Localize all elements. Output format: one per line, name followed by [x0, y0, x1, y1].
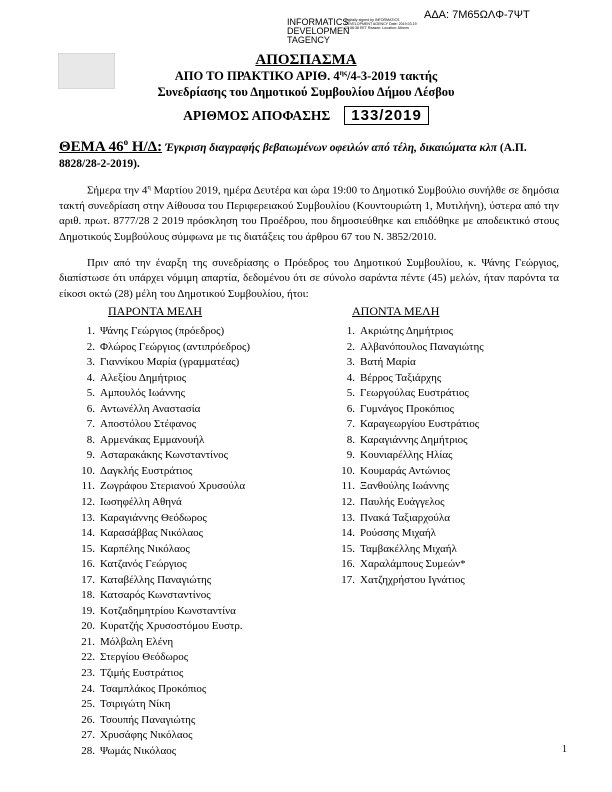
list-number: 8. — [346, 433, 355, 446]
list-number: 6. — [346, 402, 355, 415]
member-name: Ψωμάς Νικόλαος — [100, 744, 177, 757]
session-paragraph: Σήμερα την $4^\eta$ Μαρτίου 2019, ημέρα Δευτέρα και ώρα 19:00 το Δημοτικό Συμβούλιο συνήλθε σε δημόσια τακτή συνεδρίαση στην Αίθουσα του Περιφερειακού Συμβουλίου (Κουντουριώτη 1, Μυτιλήνη), ύστερα από την αριθ. πρωτ. 8777/28 2 2019 πρόσκληση του Προέδρου, που δημοσιεύθηκε και επιδόθηκε με αποδεικτικό στους Δημοτικούς Συμβούλους σύμφωνα με τις διατάξεις του άρθρου 67 του Ν. 3852/2010. — [59, 184, 559, 243]
list-number: 2. — [86, 340, 95, 353]
present-members-heading: ΠΑΡΟΝΤΑ ΜΕΛΗ — [108, 304, 203, 318]
absent-members-list — [337, 324, 484, 588]
list-number: 27. — [81, 729, 95, 742]
list-number: 28. — [81, 744, 95, 757]
present-member-item — [77, 371, 250, 387]
list-number: 26. — [81, 713, 95, 726]
list-number: 3. — [86, 356, 95, 369]
list-number: 13. — [81, 511, 95, 524]
list-number: 7. — [346, 418, 355, 431]
present-member-item — [77, 728, 250, 744]
absent-member-item — [337, 417, 484, 433]
list-number: 19. — [81, 604, 95, 617]
member-name: Καραγιάννης Θεόδωρος — [100, 511, 207, 524]
subject-description: Έγκριση διαγραφής βεβαιωμένων οφειλών από τέλη, δικαιώματα κλπ — [164, 142, 497, 154]
member-name: Βατή Μαρία — [360, 356, 416, 369]
member-name: Αμπουλός Ιωάννης — [100, 387, 186, 400]
page-number: 1 — [562, 744, 567, 755]
member-name: Κατζανός Γεώργιος — [100, 558, 187, 571]
member-name: Αρμενάκας Εμμανουήλ — [100, 433, 205, 446]
present-members-list — [77, 324, 250, 759]
member-name: Τσουπής Παναγιώτης — [100, 713, 196, 726]
present-member-item — [77, 448, 250, 464]
absent-member-item — [337, 573, 484, 589]
list-number: 5. — [346, 387, 355, 400]
member-name: Ρούσσης Μιχαήλ — [360, 527, 437, 540]
present-member-item — [77, 744, 250, 760]
quorum-paragraph: Πριν από την έναρξη της συνεδρίασης ο Πρόεδρος του Δημοτικού Συμβουλίου, κ. Ψάνης Γεώργιος, διαπίστωσε ότι υπάρχει νόμιμη απαρτία, δεδομένου ότι σε σύνολο σαράντα πέντε (45) μελών, ήταν παρόντα τα είκοσι οκτώ (28) μέλη του Δημοτικού Συμβουλίου, ήτοι: — [59, 257, 559, 300]
absent-member-item — [337, 511, 484, 527]
list-number: 12. — [81, 496, 95, 509]
list-number: 11. — [81, 480, 95, 493]
decision-label: ΑΡΙΘΜΟΣ ΑΠΟΦΑΣΗΣ — [183, 107, 331, 123]
member-name: Ξανθούλης Ιωάννης — [360, 480, 449, 493]
list-number: 25. — [81, 698, 95, 711]
member-name: Ιωσηφέλλη Αθηνά — [100, 496, 182, 509]
present-member-item — [77, 386, 250, 402]
list-number: 16. — [81, 558, 95, 571]
absent-member-item — [337, 542, 484, 558]
present-member-item — [77, 604, 250, 620]
absent-member-item — [337, 386, 484, 402]
absent-member-item — [337, 479, 484, 495]
member-name: Αποστόλου Στέφανος — [100, 418, 197, 431]
member-name: Αντωνέλλη Αναστασία — [100, 402, 201, 415]
member-name: Γυμνάγος Προκόπιος — [360, 402, 455, 415]
member-name: Καρασάββας Νικόλαος — [100, 527, 203, 540]
ada-code: ΑΔΑ: 7Μ65ΩΛΦ-7ΨΤ — [424, 9, 530, 21]
list-number: 20. — [81, 620, 95, 633]
member-name: Ψάνης Γεώργιος (πρόεδρος) — [100, 325, 225, 337]
present-member-item — [77, 511, 250, 527]
absent-member-item — [337, 495, 484, 511]
absent-member-item — [337, 557, 484, 573]
member-name: Αλεξίου Δημήτριος — [100, 371, 187, 384]
member-name: Γεωργούλας Ευστράτιος — [360, 387, 469, 400]
list-number: 7. — [86, 418, 95, 431]
decision-number: 133/2019 — [344, 106, 429, 125]
list-number: 1. — [346, 325, 355, 337]
absent-member-item — [337, 371, 484, 387]
subject — [59, 134, 559, 172]
present-member-item — [77, 697, 250, 713]
absent-member-item — [337, 526, 484, 542]
minutes-reference-text: ΑΠΟ ΤΟ ΠΡΑΚΤΙΚΟ ΑΡΙΘ. $4^{\eta\varsigma}/4-3-2019$ τακτής — [174, 68, 438, 84]
absent-members-heading: ΑΠΟΝΤΑ ΜΕΛΗ — [352, 304, 440, 318]
member-name: Κυρατζής Χρυσοστόμου Ευστρ. — [100, 620, 243, 633]
member-name: Κοτζαδημητρίου Κωνσταντίνα — [100, 604, 236, 617]
member-name: Χαραλάμπους Συμεών* — [360, 558, 466, 571]
present-member-item — [77, 324, 250, 340]
member-name: Τσιριγώτη Νίκη — [100, 698, 171, 711]
list-number: 8. — [86, 433, 95, 446]
member-name: Χρυσάφης Νικόλαος — [100, 729, 193, 742]
list-number: 15. — [341, 542, 355, 555]
absent-member-item — [337, 464, 484, 480]
list-number: 11. — [341, 480, 355, 493]
present-member-item — [77, 713, 250, 729]
present-member-item — [77, 588, 250, 604]
member-name: Καρπέλης Νικόλαος — [100, 542, 190, 555]
document-title: ΑΠΟΣΠΑΣΜΑ — [255, 52, 357, 68]
absent-member-item — [337, 433, 484, 449]
list-number: 2. — [346, 340, 355, 353]
absent-member-item — [337, 324, 484, 340]
list-number: 9. — [86, 449, 95, 462]
list-number: 12. — [341, 496, 355, 509]
member-name: Καταβέλλης Παναγιώτης — [100, 573, 212, 586]
list-number: 14. — [81, 527, 95, 540]
member-name: Γιαννίκου Μαρία (γραμματέας) — [100, 356, 240, 369]
member-name: Ταμβακέλλης Μιχαήλ — [360, 542, 457, 555]
list-number: 9. — [346, 449, 355, 462]
member-name: Τζιμής Ευστράτιος — [100, 667, 184, 680]
list-number: 4. — [86, 371, 95, 384]
list-number: 14. — [341, 527, 355, 540]
stamp-details: Digitally signed by INFORMATICS DEVELOPMENT AGENCY Date: 2019.03.19 15:56:38 EET Reason: Location: Athens — [345, 18, 417, 31]
list-number: 21. — [81, 635, 95, 648]
absent-member-item — [337, 340, 484, 356]
minutes-reference — [0, 68, 612, 84]
member-name: Ζωγράφου Στεριανού Χρυσούλα — [100, 480, 246, 493]
present-member-item — [77, 495, 250, 511]
present-member-item — [77, 340, 250, 356]
member-name: Κουμαράς Αντώνιος — [360, 464, 450, 477]
member-name: Παυλής Ευάγγελος — [360, 496, 445, 509]
list-number: 17. — [341, 573, 355, 586]
member-name: Ασταρακάκης Κωνσταντίνος — [100, 449, 228, 462]
list-number: 17. — [81, 573, 95, 586]
list-number: 15. — [81, 542, 95, 555]
session-description: Συνεδρίασης του Δημοτικού Συμβουλίου Δήμου Λέσβου — [157, 85, 455, 99]
member-name: Κουνιαρέλλης Ηλίας — [360, 449, 453, 462]
list-number: 18. — [81, 589, 95, 602]
member-name: Ακριώτης Δημήτριος — [360, 325, 454, 337]
list-number: 3. — [346, 356, 355, 369]
present-member-item — [77, 464, 250, 480]
list-number: 10. — [81, 464, 95, 477]
list-number: 13. — [341, 511, 355, 524]
present-member-item — [77, 619, 250, 635]
list-number: 10. — [341, 464, 355, 477]
present-member-item — [77, 557, 250, 573]
list-number: 16. — [341, 558, 355, 571]
list-number: 23. — [81, 667, 95, 680]
list-number: 22. — [81, 651, 95, 664]
present-member-item — [77, 573, 250, 589]
present-member-item — [77, 682, 250, 698]
subject-reference: (Α.Π. 8828/28-2-2019). — [59, 142, 527, 170]
present-member-item — [77, 635, 250, 651]
present-member-item — [77, 433, 250, 449]
member-name: Μόλβαλη Ελένη — [100, 635, 174, 648]
list-number: 5. — [86, 387, 95, 400]
present-member-item — [77, 526, 250, 542]
absent-member-item — [337, 402, 484, 418]
list-number: 6. — [86, 402, 95, 415]
member-name: Καραγιάννης Δημήτριος — [360, 433, 468, 446]
absent-member-item — [337, 448, 484, 464]
present-member-item — [77, 355, 250, 371]
absent-member-item — [337, 355, 484, 371]
member-name: Καραγεωργίου Ευστράτιος — [360, 418, 480, 431]
list-number: 1. — [86, 325, 95, 337]
subject-lead: ΘΕΜΑ $46^o$ Η/Δ: — [59, 137, 163, 155]
present-member-item — [77, 479, 250, 495]
member-name: Αλβανόπουλος Παναγιώτης — [360, 340, 484, 353]
member-name: Βέρρος Ταξιάρχης — [360, 371, 442, 384]
present-member-item — [77, 417, 250, 433]
member-name: Πνακά Ταξιαρχούλα — [360, 511, 450, 524]
member-name: Στεργίου Θεόδωρος — [100, 651, 189, 664]
present-member-item — [77, 542, 250, 558]
member-name: Δαγκλής Ευστράτιος — [100, 464, 193, 477]
member-name: Χατζηχρήστου Ιγνάτιος — [360, 573, 465, 586]
stamp-org-name: INFORMATICS DEVELOPMEN TAGENCY — [287, 17, 350, 45]
list-number: 4. — [346, 371, 355, 384]
digital-signature-stamp — [287, 18, 417, 52]
member-name: Κατσαρός Κωνσταντίνος — [100, 589, 211, 602]
member-name: Τσαμπλάκος Προκόπιος — [100, 682, 207, 695]
list-number: 24. — [81, 682, 95, 695]
present-member-item — [77, 666, 250, 682]
member-name: Φλώρος Γεώργιος (αντιπρόεδρος) — [100, 340, 250, 353]
present-member-item — [77, 650, 250, 666]
decision-number-row — [0, 106, 612, 125]
present-member-item — [77, 402, 250, 418]
